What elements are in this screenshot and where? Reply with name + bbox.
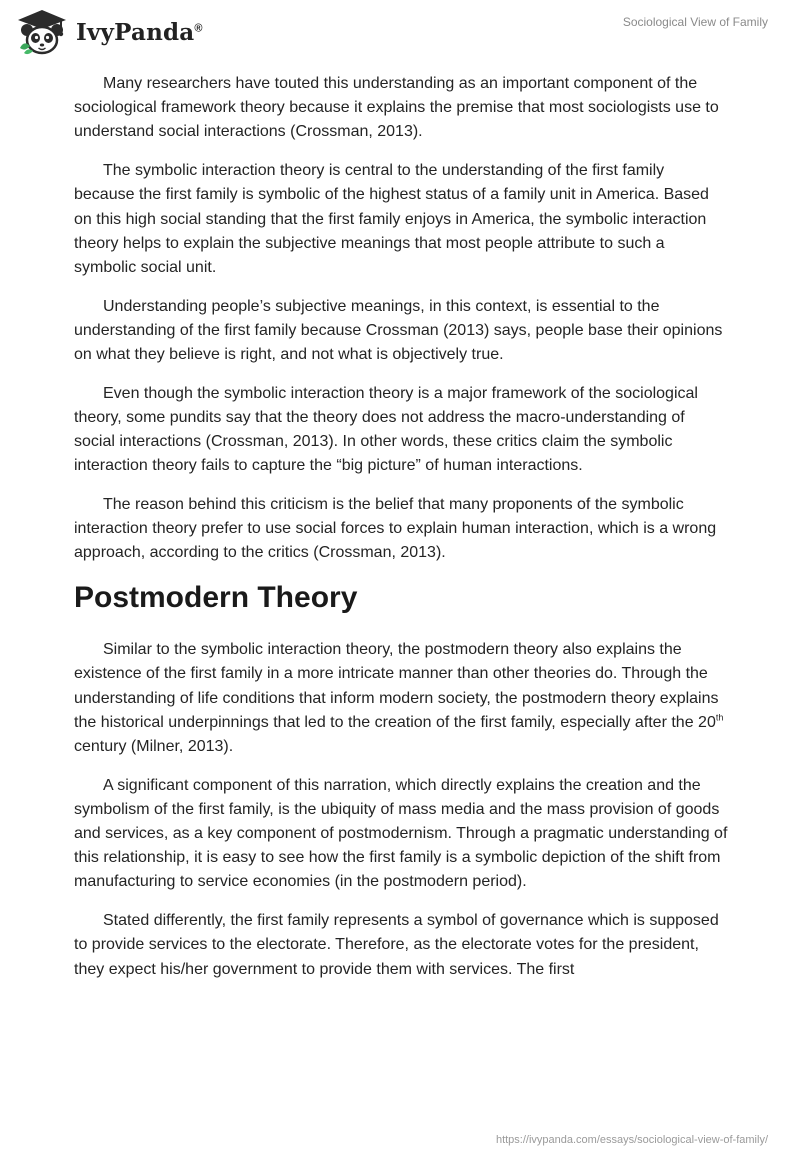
paragraph — [74, 638, 729, 759]
section-heading: Postmodern Theory — [74, 581, 358, 615]
paragraph: Even though the symbolic interaction theory is a major framework of the sociological theory, some pundits say that the theory does not address the macro-understanding of social interactions (Crossman, 2013). In other words, these critics claim the symbolic interaction theory fails to capture the “big picture” of human interactions. — [74, 384, 698, 475]
paragraph: A significant component of this narration, which directly explains the creation and the symbolism of the first family, is the ubiquity of mass media and the mass provision of goods and services, as a key component of postmodernism. Through a pragmatic understanding of this relationship, it is easy to see how the first family is a symbolic depiction of the shift from manufacturing to service economies (in the postmodern period). — [74, 776, 728, 891]
paragraph-text: century (Milner, 2013). — [74, 737, 234, 755]
brand-text: IvyPanda — [76, 18, 195, 46]
paragraph: The reason behind this criticism is the belief that many proponents of the symbolic interaction theory prefer to use social forces to explain human interaction, which is a wrong approach, according to the critics (Crossman, 2013). — [74, 496, 717, 562]
registered-mark: ® — [194, 21, 203, 34]
paragraph: Understanding people’s subjective meanings, in this context, is essential to the understanding of the first family because Crossman (2013) says, people base their opinions on what they believe is right, and not what is objectively true. — [74, 297, 723, 364]
ivypanda-logo[interactable] — [14, 8, 203, 56]
brand-name — [76, 19, 203, 46]
paragraph: Many researchers have touted this understanding as an important component of the sociological framework theory because it explains the premise that most sociologists use to understand social interactions (Crossman, 2013). — [74, 75, 719, 141]
paragraph-text: Similar to the symbolic interaction theory, the postmodern theory also explains the existence of the first family in a more intricate manner than other theories do. Through the understanding of life conditions that inform modern society, the postmodern theory explains the historical underpinnings that led to the creation of the first family, especially after the 20 — [74, 641, 719, 731]
document-title: Sociological View of Family — [622, 15, 768, 29]
paragraph: Stated differently, the first family represents a symbol of governance which is supposed to provide services to the electorate. Therefore, as the electorate votes for the president, they expect his/her government to provide them with services. The first — [74, 912, 719, 978]
paragraph: The symbolic interaction theory is central to the understanding of the first family because the first family is symbolic of the highest status of a family unit in America. Based on this high social standing that the first family enjoys in America, the symbolic interaction theory helps to explain the subjective meanings that most people attribute to such a symbolic social unit. — [74, 162, 709, 276]
source-url[interactable]: https://ivypanda.com/essays/sociological-view-of-family/ — [495, 1134, 768, 1146]
panda-graduate-icon — [14, 8, 70, 56]
essay-content — [74, 72, 729, 996]
ordinal-suffix: th — [715, 712, 724, 723]
page-header — [0, 0, 800, 60]
